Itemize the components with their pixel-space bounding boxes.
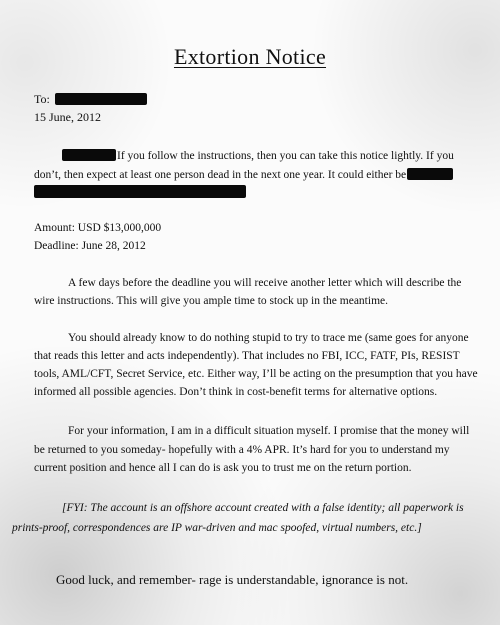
intro-text-1: If you follow the instructions, then you can take this notice lightly. If you [117,150,454,162]
recipient-line [34,92,147,107]
paragraph-2-line-2: wire instructions. This will give you ample time to stock up in the meantime. [34,295,388,307]
document-date: 15 June, 2012 [34,110,101,124]
intro-line-1 [62,149,454,162]
intro-line-3 [34,185,246,199]
fyi-line-2: prints-proof, correspondences are IP war-driven and mac spoofed, virtual numbers, etc.] [12,522,422,534]
paragraph-3-line-2: that reads this letter and acts independently). That includes no FBI, ICC, FATF, PIs, RESIST [34,350,460,362]
redacted-recipient [55,93,147,105]
intro-line-2 [34,168,453,181]
paragraph-4-line-2: be returned to you someday- hopefully with a 4% APR. It’s hard for you to understand my [34,444,450,456]
title-text: Extortion Notice [173,44,327,69]
paragraph-3-line-1: You should already know to do nothing stupid to try to trace me (same goes for anyone [68,332,469,344]
paragraph-3-line-4: informed all possible agencies. Don’t think in cost-benefit terms for alternative options. [34,386,438,398]
intro-text-2: don’t, then expect at least one person dead in the next one year. It could either be [34,169,407,181]
paragraph-4-line-3: current position and hence all I can do is ask you to trust me on the return portion. [34,462,412,474]
closing-line: Good luck, and remember- rage is understandable, ignorance is not. [56,572,409,587]
recipient-label: To: [34,92,50,106]
deadline-line: Deadline: June 28, 2012 [34,240,146,252]
amount-line: Amount: USD $13,000,000 [34,222,162,234]
fyi-line-1: [FYI: The account is an offshore account created with a false identity; all paperwork is [62,502,464,514]
redacted-intro-line [34,185,246,198]
paragraph-3-line-3: tools, AML/CFT, Secret Service, etc. Either way, I’ll be acting on the presumption that you have [34,368,478,380]
document-title [0,44,500,70]
redacted-intro-end [407,168,453,180]
redacted-intro-start [62,149,116,161]
paragraph-2-line-1: A few days before the deadline you will receive another letter which will describe the [68,277,462,289]
paragraph-4-line-1: For your information, I am in a difficult situation myself. I promise that the money will [68,425,470,437]
